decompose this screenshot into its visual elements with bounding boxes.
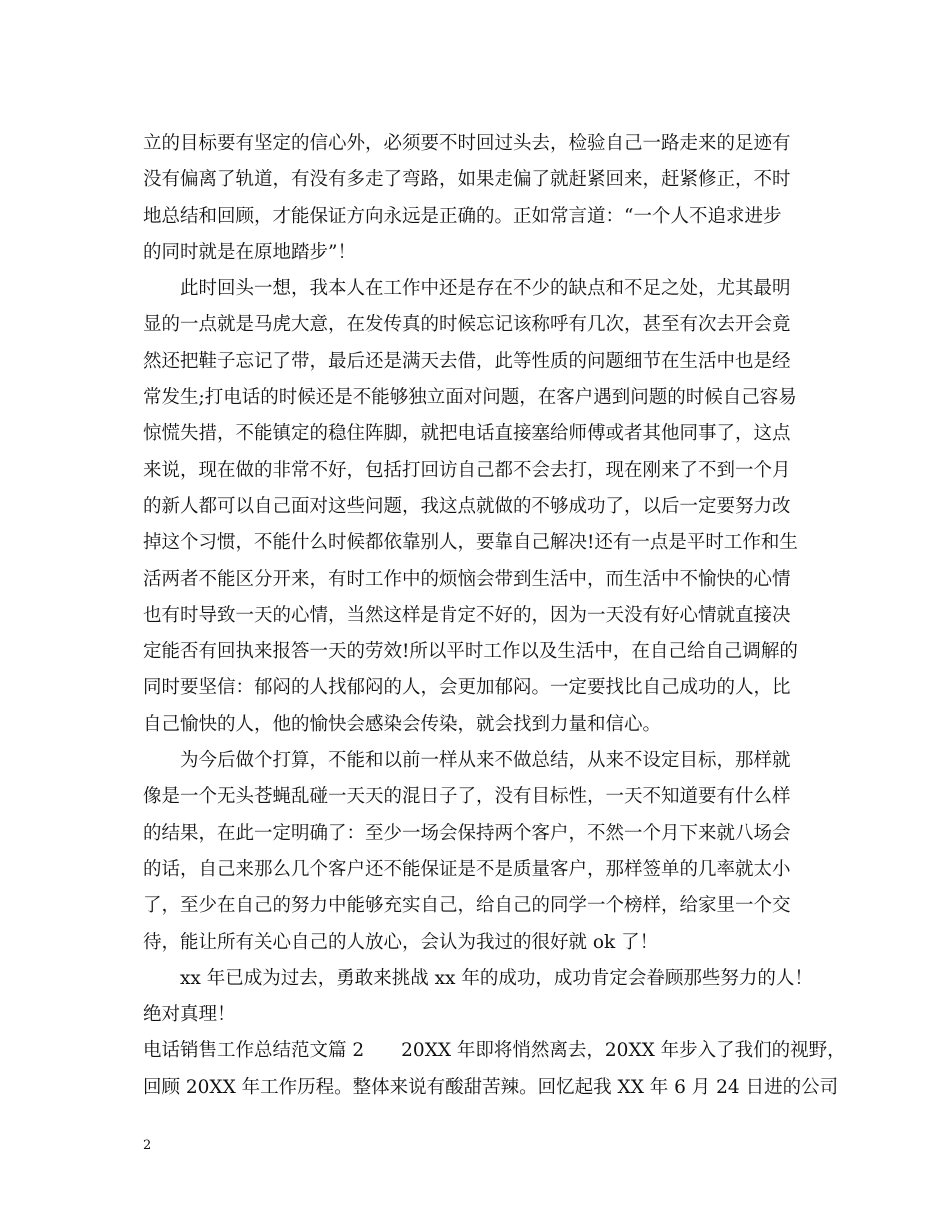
text-line: 的同时就是在原地踏步”！ <box>143 241 356 263</box>
page-number: 2 <box>143 1138 152 1153</box>
text-line: 的结果，在此一定明确了：至少一场会保持两个客户，不然一个月下来就八场会 <box>143 822 791 844</box>
text-line: 活两者不能区分开来，有时工作中的烦恼会带到生活中，而生活中不愉快的心情 <box>143 568 791 590</box>
text-line: 此时回头一想，我本人在工作中还是存在不少的缺点和不足之处，尤其最明 <box>180 278 791 300</box>
text-line: 的话，自己来那么几个客户还不能保证是不是质量客户，那样签单的几率就太小 <box>143 858 791 880</box>
text-line: 了，至少在自己的努力中能够充实自己，给自己的同学一个榜样，给家里一个交 <box>143 895 791 917</box>
text-line: 为今后做个打算，不能和以前一样从来不做总结，从来不设定目标，那样就 <box>180 750 791 772</box>
document-body <box>143 126 846 1106</box>
text-line: 定能否有回执来报答一天的劳效!所以平时工作以及生活中，在自己给自己调解的 <box>143 641 798 663</box>
text-line: xx 年已成为过去，勇敢来挑战 xx 年的成功，成功肯定会眷顾那些努力的人！ <box>180 967 813 989</box>
text-line: 的新人都可以自己面对这些问题，我这点就做的不够成功了，以后一定要努力改 <box>143 495 791 517</box>
text-line: 惊慌失措，不能镇定的稳住阵脚，就把电话直接塞给师傅或者其他同事了，这点 <box>143 423 791 445</box>
text-line: 回顾 20XX 年工作历程。整体来说有酸甜苦辣。回忆起我 XX 年 6 月 24 日进的公司 <box>143 1076 839 1098</box>
text-line: 没有偏离了轨道，有没有多走了弯路，如果走偏了就赶紧回来，赶紧修正，不时 <box>143 169 791 191</box>
text-line: 同时要坚信：郁闷的人找郁闷的人，会更加郁闷。一定要找比自己成功的人，比 <box>143 677 791 699</box>
text-line: 电话销售工作总结范文篇 2 20XX 年即将悄然离去，20XX 年步入了我们的视野， <box>143 1040 846 1062</box>
text-line: 像是一个无头苍蝇乱碰一天天的混日子了，没有目标性，一天不知道要有什么样 <box>143 786 791 808</box>
text-line: 然还把鞋子忘记了带，最后还是满天去借，此等性质的问题细节在生活中也是经 <box>143 350 791 372</box>
text-line: 待，能让所有关心自己的人放心，会认为我过的很好就 ok 了！ <box>143 931 659 953</box>
text-line: 来说，现在做的非常不好，包括打回访自己都不会去打，现在刚来了不到一个月 <box>143 459 791 481</box>
text-line: 显的一点就是马虎大意，在发传真的时候忘记该称呼有几次，甚至有次去开会竟 <box>143 314 791 336</box>
text-line: 立的目标要有坚定的信心外，必须要不时回过头去，检验自己一路走来的足迹有 <box>143 133 791 154</box>
text-line: 自己愉快的人，他的愉快会感染会传染，就会找到力量和信心。 <box>143 713 662 735</box>
text-line: 常发生;打电话的时候还是不能够独立面对问题，在客户遇到问题的时候自己容易 <box>143 387 797 409</box>
text-line: 也有时导致一天的心情，当然这样是肯定不好的，因为一天没有好心情就直接决 <box>143 604 791 626</box>
text-line: 掉这个习惯，不能什么时候都依靠别人，要靠自己解决!还有一点是平时工作和生 <box>143 532 798 554</box>
text-line: 绝对真理！ <box>143 1004 236 1026</box>
text-line: 地总结和回顾，才能保证方向永远是正确的。正如常言道：“一个人不追求进步 <box>143 205 782 227</box>
